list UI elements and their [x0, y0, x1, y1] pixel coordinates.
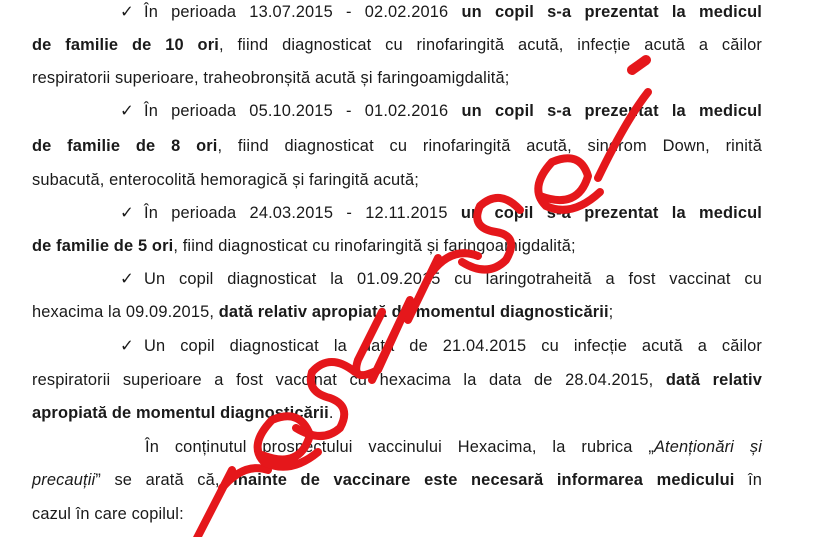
checkmark-icon: ✓	[120, 270, 134, 288]
checkmark-icon: ✓	[120, 102, 134, 120]
bullet-1-line-2: de familie de 10 ori, fiind diagnosticat cu rinofaringită acută, infecție acută a căilor	[32, 36, 762, 54]
bullet-1-line-3: respiratorii superioare, traheobronșită acută și faringoamigdalită;	[32, 69, 510, 87]
bullet-2-line-1: ✓ În perioada 05.10.2015 - 01.02.2016 un copil s-a prezentat la medicul	[120, 102, 762, 120]
bullet-5-line-3: apropiată de momentul diagnosticării.	[32, 404, 334, 422]
bullet-4-line-1: ✓ Un copil diagnosticat la 01.09.2015 cu laringotraheită a fost vaccinat cu	[120, 270, 762, 288]
paragraph-line-1: În conținutul prospectului vaccinului Hexacima, la rubrica „Atenționări și	[145, 438, 762, 456]
paragraph-line-2: precauții” se arată că, înainte de vaccinare este necesară informarea medicului în	[32, 471, 762, 489]
bullet-5-line-2: respiratorii superioare a fost vaccinat cu hexacima la data de 28.04.2015, dată relativ	[32, 371, 762, 389]
checkmark-icon: ✓	[120, 337, 134, 355]
bullet-1-line-1: ✓ În perioada 13.07.2015 - 02.02.2016 un copil s-a prezentat la medicul	[120, 3, 762, 21]
bullet-2-line-2: de familie de 8 ori, fiind diagnosticat cu rinofaringită acută, sindrom Down, rinită	[32, 137, 762, 155]
bullet-2-line-3: subacută, enterocolită hemoragică și faringită acută;	[32, 171, 419, 189]
bullet-4-line-2: hexacima la 09.09.2015, dată relativ apropiată de momentul diagnosticării;	[32, 303, 614, 321]
bullet-3-line-1: ✓ În perioada 24.03.2015 - 12.11.2015 un copil s-a prezentat la medicul	[120, 204, 762, 222]
bullet-5-line-1: ✓ Un copil diagnosticat la data de 21.04.2015 cu infecție acută a căilor	[120, 337, 762, 355]
checkmark-icon: ✓	[120, 3, 134, 21]
checkmark-icon: ✓	[120, 204, 134, 222]
paragraph-line-3: cazul în care copilul:	[32, 505, 184, 523]
bullet-3-line-2: de familie de 5 ori, fiind diagnosticat cu rinofaringită și faringoamigdalită;	[32, 237, 576, 255]
